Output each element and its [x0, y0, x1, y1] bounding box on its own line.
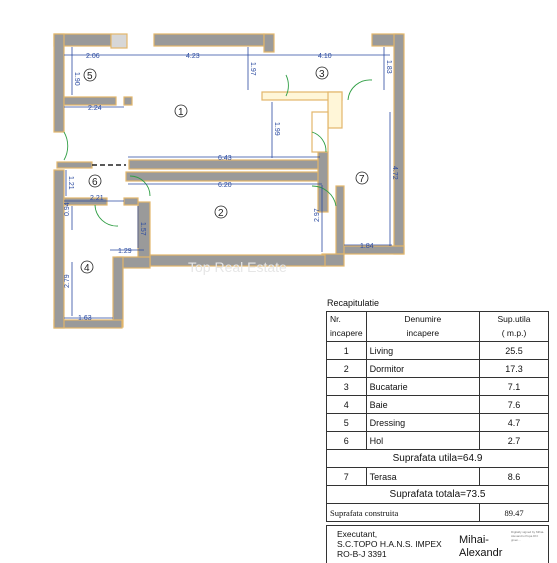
dim-1-21: 1.21	[67, 176, 74, 190]
table-row	[327, 396, 549, 414]
row-nr: 4	[327, 396, 367, 414]
room-number-6: 6	[92, 177, 98, 188]
dim-1-57: 1.57	[139, 222, 146, 236]
dim-2-79: 2.79	[64, 274, 71, 288]
dim-1-29: 1.29	[118, 248, 132, 255]
header-name: Denumire incapere	[366, 312, 479, 342]
signature: Mihai- Alexandr	[459, 534, 503, 559]
row-name: Dressing	[366, 414, 479, 432]
row-area: 2.7	[480, 432, 549, 450]
recap-table	[326, 311, 549, 522]
dim-6-20: 6.20	[218, 182, 232, 189]
row-area: 7.6	[480, 396, 549, 414]
row-name: Baie	[366, 396, 479, 414]
header-nr: Nr. incapere	[327, 312, 367, 342]
room-number-7: 7	[359, 174, 365, 185]
dim-1-84: 1.84	[360, 243, 374, 250]
dim-2-21: 2.21	[90, 195, 104, 202]
room-number-1: 1	[178, 107, 184, 118]
digital-stamp: Digitally signed by Mihai-Alexandru Popa DN: given…	[511, 530, 545, 542]
terrace-name: Terasa	[366, 468, 479, 486]
row-name: Hol	[366, 432, 479, 450]
table-header	[327, 312, 549, 342]
dim-1-97: 1.97	[249, 62, 256, 76]
row-nr: 6	[327, 432, 367, 450]
table-row	[327, 360, 549, 378]
dim-4-23: 4.23	[186, 53, 200, 60]
row-area: 4.7	[480, 414, 549, 432]
dim-4-10: 4.10	[318, 53, 332, 60]
row-nr: 1	[327, 342, 367, 360]
row-nr: 2	[327, 360, 367, 378]
table-row	[327, 414, 549, 432]
dim-2-06: 2.06	[86, 53, 100, 60]
terrace-area: 8.6	[480, 468, 549, 486]
dim-1-90: 1.90	[73, 72, 80, 86]
terrace-row	[327, 468, 549, 486]
walls	[54, 34, 404, 328]
dim-2-24: 2.24	[88, 105, 102, 112]
row-name: Bucatarie	[366, 378, 479, 396]
watermark: Top Real Estate	[188, 259, 287, 275]
dim-1-99: 1.99	[273, 122, 280, 136]
room-number-3: 3	[319, 69, 325, 80]
executant-text: Executant, S.C.TOPO H.A.N.S. IMPEX RO-B-J 3391	[337, 529, 442, 559]
row-nr: 3	[327, 378, 367, 396]
dim-4-72: 4.72	[391, 166, 398, 180]
table-row	[327, 432, 549, 450]
row-area: 7.1	[480, 378, 549, 396]
dim-6-43: 6.43	[218, 155, 232, 162]
row-area: 17.3	[480, 360, 549, 378]
built-area-value: 89.47	[480, 504, 549, 522]
grand-total: Suprafata totala=73.5	[327, 486, 549, 504]
grand-total-row	[327, 486, 549, 504]
terrace-nr: 7	[327, 468, 367, 486]
row-name: Dormitor	[366, 360, 479, 378]
table-row	[327, 342, 549, 360]
built-area-row	[327, 504, 549, 522]
dim-1-63: 1.63	[78, 315, 92, 322]
table-row	[327, 378, 549, 396]
room-number-5: 5	[87, 71, 93, 82]
built-area-label: Suprafata construita	[327, 504, 480, 522]
room-number-4: 4	[84, 263, 90, 274]
recap-title: Recapitulatie	[327, 298, 380, 308]
dim-0-94: 0.94	[64, 202, 71, 216]
room-number-2: 2	[218, 208, 224, 219]
header-area: Sup.utila ( m.p.)	[480, 312, 549, 342]
row-area: 25.5	[480, 342, 549, 360]
row-nr: 5	[327, 414, 367, 432]
useful-total-row	[327, 450, 549, 468]
useful-total: Suprafata utila=64.9	[327, 450, 549, 468]
row-name: Living	[366, 342, 479, 360]
executant-box	[326, 525, 549, 563]
dim-1-83: 1.83	[385, 60, 392, 74]
dim-2-97: 2.97	[314, 208, 321, 222]
